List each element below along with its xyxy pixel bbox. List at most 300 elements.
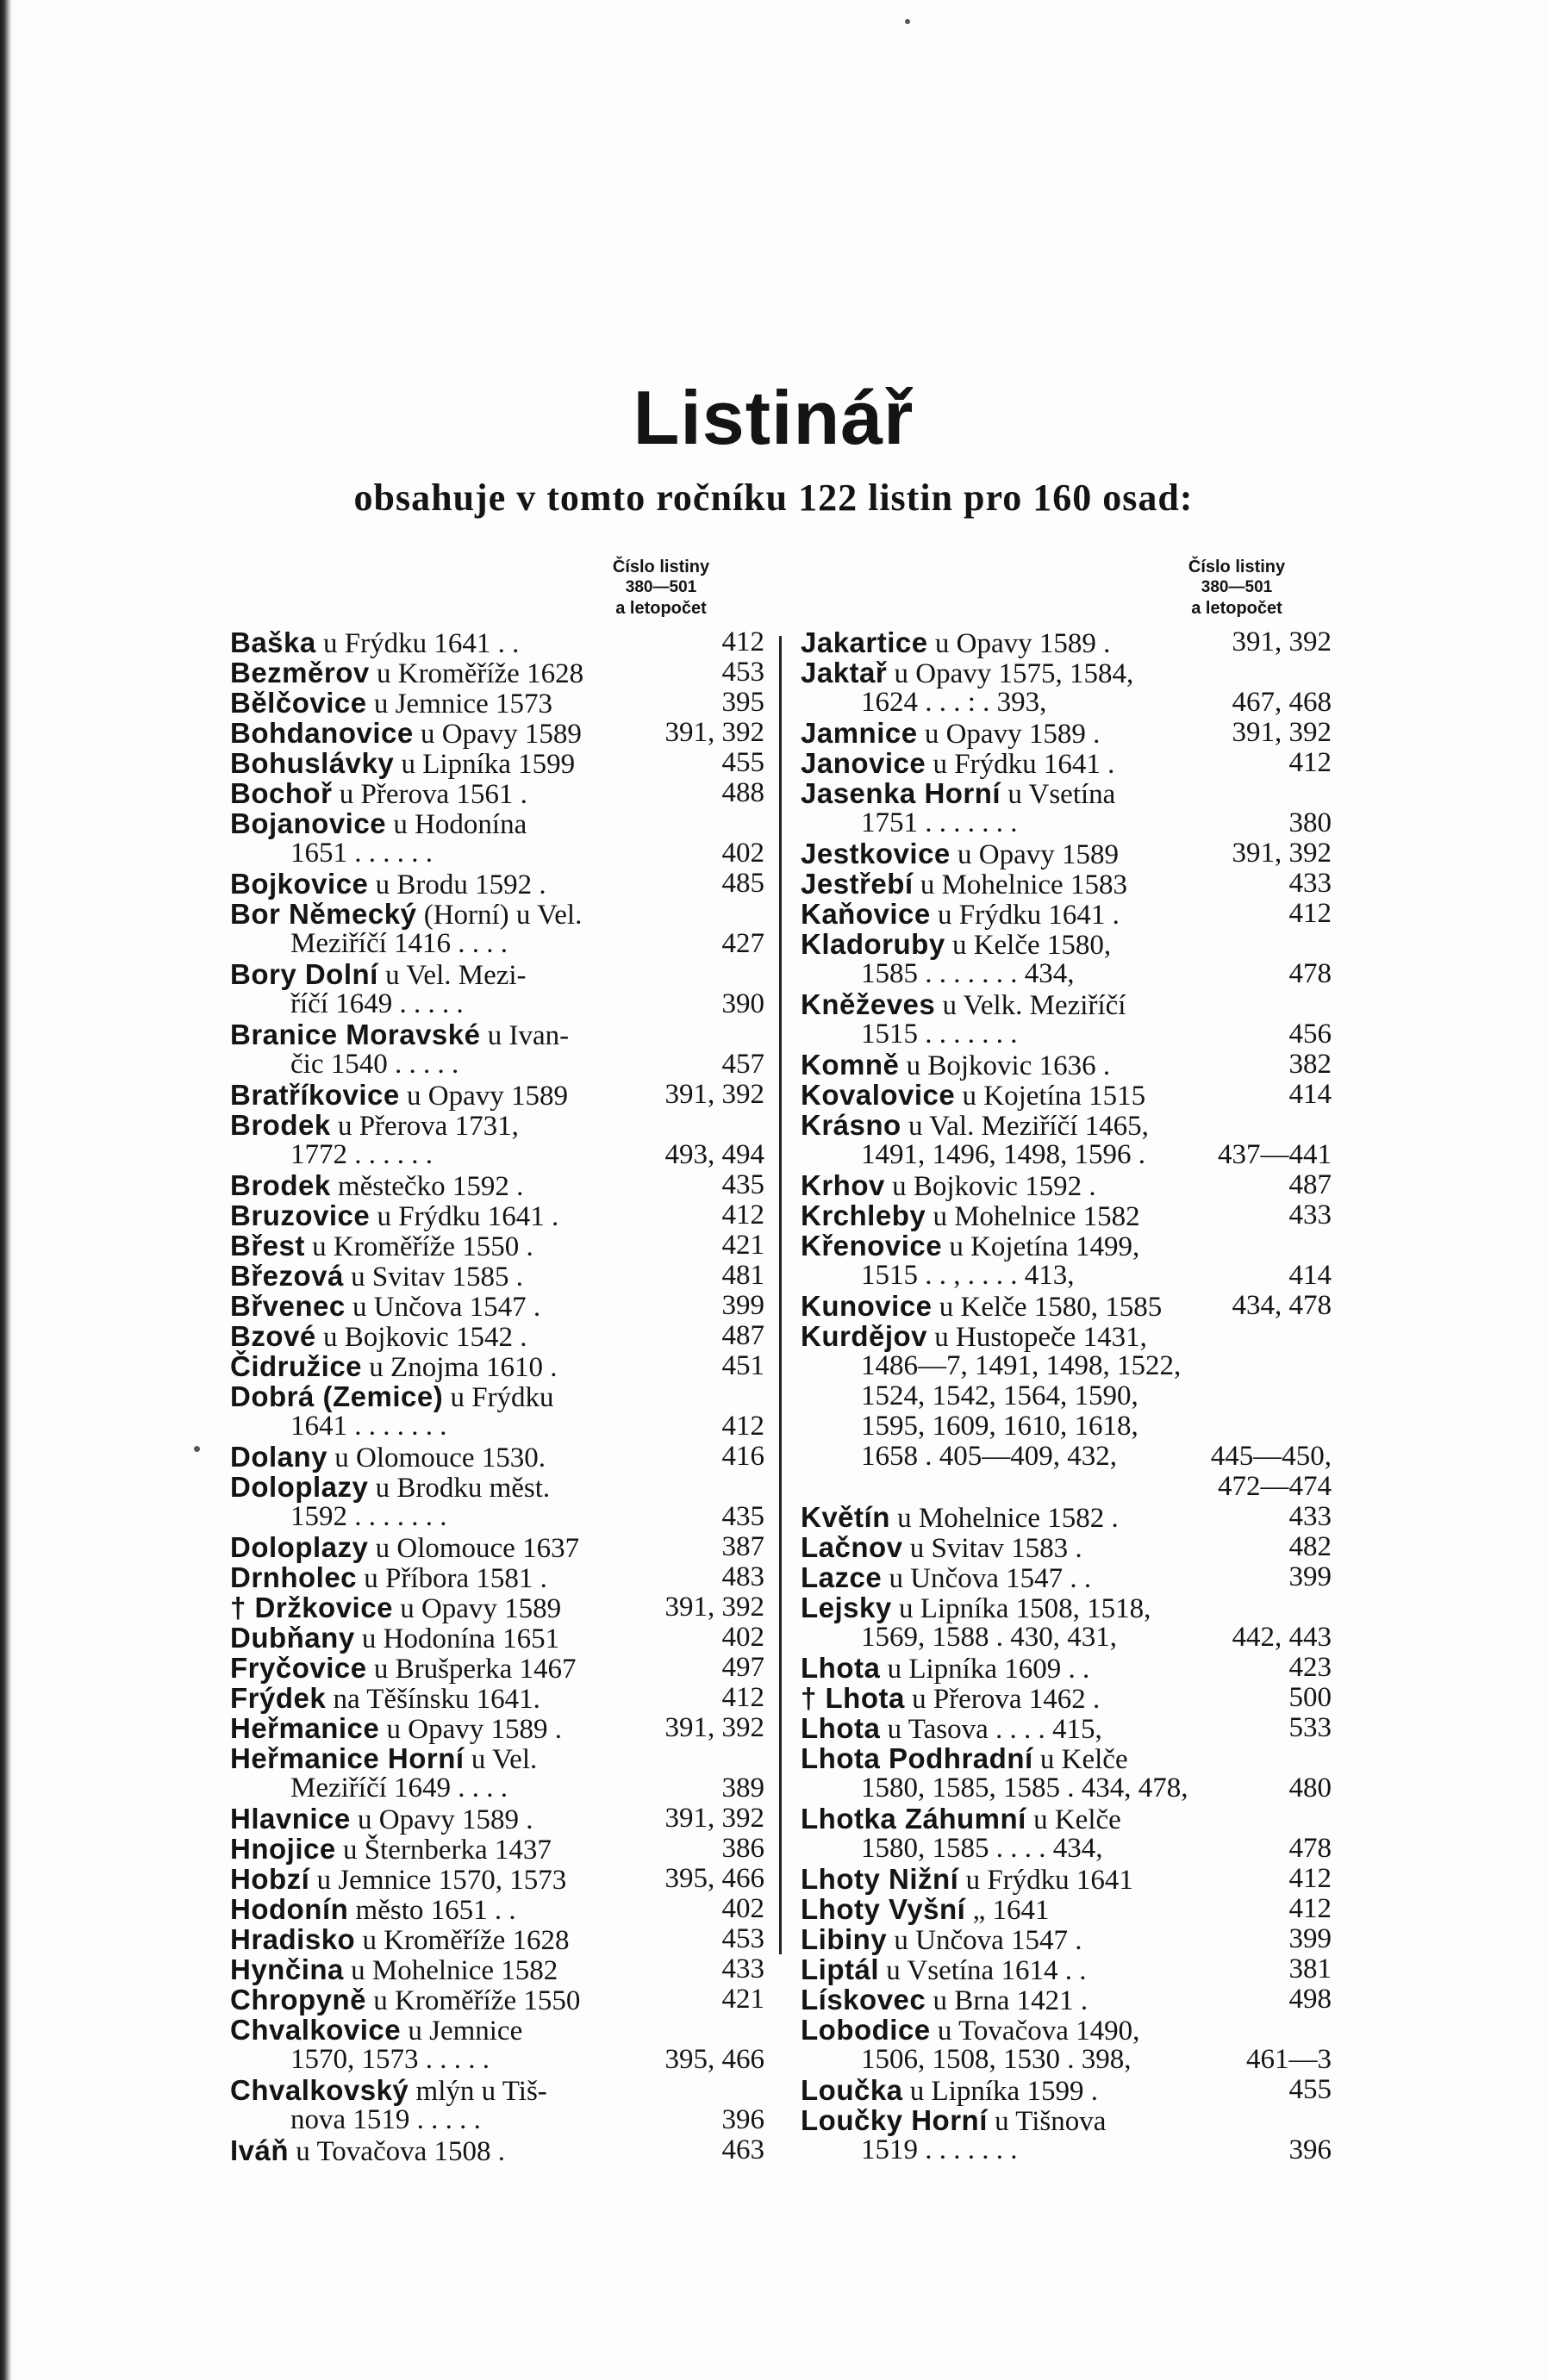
entry-document-number: 478 [1288, 1833, 1332, 1864]
entry-document-number: 437—441 [1218, 1139, 1332, 1170]
entry-place-name: Lazce [801, 1561, 883, 1593]
index-entry [230, 1502, 764, 1532]
entry-document-number: 427 [721, 928, 764, 959]
entry-place [801, 1743, 1128, 1775]
entry-document-number: 453 [721, 1923, 764, 1954]
index-entry [230, 1984, 764, 2015]
entry-detail: nova 1519 . . . . . [290, 2104, 481, 2135]
entry-detail: u Příbora 1581 . [357, 1563, 547, 1594]
entry-place [230, 1230, 533, 1262]
entry-detail: u Kelče [1026, 1804, 1121, 1835]
column-divider [779, 636, 782, 1954]
entry-place [230, 1864, 566, 1896]
entry-detail: u Kojetína 1515 [955, 1081, 1146, 1112]
entry-place [230, 1050, 458, 1080]
index-entry [801, 1050, 1332, 1080]
entry-detail: u Mohelnice 1582 [926, 1201, 1140, 1232]
entry-detail: u Opavy 1575, 1584, [887, 658, 1134, 689]
entry-document-number: 386 [721, 1833, 764, 1864]
entry-place [801, 1140, 1145, 1170]
entry-detail: u Brodu 1592 . [368, 869, 546, 900]
entry-detail: u Lipníka 1609 . . [880, 1654, 1090, 1685]
entry-place-name: Hnojice [230, 1833, 336, 1865]
entry-document-number: 391, 392 [664, 717, 764, 748]
index-entry [801, 1110, 1332, 1140]
entry-place [801, 1804, 1121, 1835]
entry-detail: u Jemnice [401, 2016, 523, 2047]
entry-place [230, 1261, 523, 1293]
entry-place-name: Lhota [801, 1712, 881, 1744]
entry-place-name: Jestkovice [801, 838, 951, 869]
entry-place [801, 1683, 1100, 1715]
entry-place-name: Hodonín [230, 1893, 349, 1925]
entry-document-number: 412 [721, 1411, 764, 1442]
entry-place [230, 1623, 559, 1654]
entry-place [801, 929, 1111, 961]
entry-detail: u Frýdku 1641 [958, 1865, 1133, 1896]
entry-place-name: Heřmanice [230, 1712, 380, 1744]
entry-place [230, 869, 546, 900]
index-entry [801, 778, 1332, 808]
index-entry [801, 748, 1332, 778]
index-entry [230, 1140, 764, 1170]
entry-place-name: Brodek [230, 1109, 331, 1141]
entry-place [230, 1894, 516, 1926]
index-entry [230, 1411, 764, 1442]
index-entry [230, 778, 764, 808]
entry-place-name: Komně [801, 1049, 900, 1081]
entry-place-name: Květín [801, 1501, 890, 1533]
entry-place [801, 1291, 1162, 1323]
entry-place-name: Hradisko [230, 1923, 356, 1955]
entry-document-number: 456 [1288, 1019, 1332, 1050]
index-entry [801, 1592, 1332, 1623]
entry-place-name: † Držkovice [230, 1592, 393, 1623]
entry-place-name: Janovice [801, 747, 926, 779]
entry-place-name: Bory Dolní [230, 958, 378, 990]
entry-document-number: 399 [1288, 1561, 1332, 1592]
entry-document-number: 412 [1288, 1893, 1332, 1924]
entry-place [230, 1532, 579, 1564]
index-entry [230, 869, 764, 899]
entry-document-number: 391, 392 [664, 1803, 764, 1834]
index-entry [801, 1834, 1332, 1864]
index-entry [801, 1683, 1332, 1713]
entry-place [801, 1502, 1119, 1534]
entry-document-number: 442, 443 [1232, 1622, 1332, 1653]
entry-detail: městečko 1592 . [330, 1171, 524, 1202]
column-header-line: 380—501 [625, 578, 697, 596]
index-entry [801, 1261, 1332, 1291]
entry-document-number: 387 [721, 1531, 764, 1562]
entry-detail: (Horní) u Vel. [416, 900, 583, 931]
entry-place [230, 1080, 568, 1112]
entry-place-name: Jasenka Horní [801, 777, 1001, 809]
index-entry [801, 2105, 1332, 2135]
entry-place-name: Loučka [801, 2074, 903, 2106]
entry-place-name: Bezměrov [230, 657, 370, 688]
index-entry [230, 808, 764, 838]
entry-place-name: Kladoruby [801, 928, 945, 960]
entry-place [801, 838, 1119, 870]
index-entry [801, 929, 1332, 959]
index-column-right [801, 557, 1332, 2165]
entry-detail: u Ivan- [480, 1020, 570, 1051]
entry-document-number: 391, 392 [664, 1712, 764, 1743]
entry-place [230, 2105, 481, 2135]
entry-place-name: Doloplazy [230, 1471, 369, 1503]
entry-place [230, 929, 508, 959]
entry-document-number: 421 [721, 1984, 764, 2015]
index-entry [230, 1834, 764, 1864]
entry-detail: město 1651 . . [348, 1895, 516, 1926]
index-entry [230, 1924, 764, 1954]
index-entry [230, 1351, 764, 1381]
entry-place-name: Březová [230, 1260, 344, 1292]
entry-detail: u Lipníka 1508, 1518, [891, 1593, 1151, 1624]
print-speck [905, 19, 910, 24]
entry-document-number: 412 [1288, 747, 1332, 778]
entry-place [230, 748, 575, 780]
entry-document-number: 457 [721, 1049, 764, 1080]
index-entry [230, 838, 764, 869]
entry-detail: u Frýdku 1641 . [370, 1201, 559, 1232]
entry-document-number: 451 [721, 1350, 764, 1381]
entry-place [801, 1200, 1140, 1232]
entry-place [801, 718, 1100, 750]
entry-detail: 1651 . . . . . . [290, 838, 433, 869]
entry-detail: u Opavy 1589 . [350, 1804, 533, 1835]
index-entry [801, 2045, 1332, 2075]
index-entry [230, 1623, 764, 1653]
entry-detail: 1524, 1542, 1564, 1590, [861, 1380, 1138, 1411]
entry-place [801, 1894, 1049, 1926]
entry-detail: 1580, 1585 . . . . 434, [861, 1833, 1103, 1864]
entry-document-number: 434, 478 [1232, 1290, 1332, 1321]
entry-place [230, 1321, 527, 1353]
entry-document-number: 396 [721, 2104, 764, 2135]
entry-place [230, 1984, 580, 2016]
entry-detail: u Tasova . . . . 415, [880, 1714, 1102, 1745]
column-header-line: a letopočet [1191, 599, 1282, 618]
entry-place-name: Frýdek [230, 1682, 327, 1714]
index-entry [801, 1924, 1332, 1954]
entry-document-number: 500 [1288, 1682, 1332, 1713]
index-entry [230, 1773, 764, 1804]
entry-detail: u Opavy 1589 [413, 719, 582, 750]
entry-place [801, 627, 1110, 659]
entry-place [230, 1442, 546, 1473]
index-entry [230, 657, 764, 688]
entry-place-name: Bohdanovice [230, 717, 414, 749]
entry-detail: u Brodku měst. [368, 1473, 551, 1504]
entry-detail: 1641 . . . . . . . [290, 1411, 447, 1442]
entry-place [801, 1954, 1086, 1986]
entry-detail: u Znojma 1610 . [362, 1352, 558, 1383]
entry-detail: u Hustopeče 1431, [927, 1322, 1147, 1353]
index-entry [801, 1170, 1332, 1200]
index-entry [801, 869, 1332, 899]
entry-document-number: 493, 494 [664, 1139, 764, 1170]
entry-detail: u Olomouce 1530. [327, 1442, 546, 1473]
entry-place [801, 2075, 1098, 2107]
entry-place [801, 1261, 1075, 1291]
index-entry [230, 688, 764, 718]
entry-document-number: 402 [721, 1893, 764, 1924]
index-entry [230, 1080, 764, 1110]
entry-place-name: Lhoty Vyšní [801, 1893, 966, 1925]
entry-place-name: Lhota Podhradní [801, 1742, 1033, 1774]
index-entry [801, 1954, 1332, 1984]
entry-place-name: Liptál [801, 1953, 879, 1985]
entry-detail: 1515 . . , . . . . 413, [861, 1260, 1075, 1291]
entry-detail: u Frýdku 1641 . [926, 749, 1115, 780]
index-entry [230, 1562, 764, 1592]
entry-detail: říčí 1649 . . . . . [290, 988, 464, 1019]
entry-document-number: 395, 466 [664, 2044, 764, 2075]
entry-detail: u Frýdku 1641 . [930, 900, 1120, 931]
entry-detail: u Vsetína [1001, 779, 1116, 810]
entry-detail: 1595, 1609, 1610, 1618, [861, 1411, 1138, 1442]
index-entry [801, 838, 1332, 869]
index-entry [801, 1321, 1332, 1351]
index-entry [230, 748, 764, 778]
entry-detail: u Vsetína 1614 . . [879, 1955, 1087, 1986]
entry-document-number: 433 [1288, 1199, 1332, 1230]
entry-document-number: 391, 392 [664, 1079, 764, 1110]
entry-place [230, 899, 582, 931]
entry-detail: u Bojkovic 1636 . [899, 1050, 1111, 1081]
entry-detail: u Unčova 1547 . [887, 1925, 1082, 1956]
index-entry [230, 989, 764, 1019]
index-entry [230, 1442, 764, 1472]
entry-place [801, 1050, 1110, 1081]
entry-document-number: 395, 466 [664, 1863, 764, 1894]
entry-place [230, 1170, 523, 1202]
entry-detail: u Frýdku [443, 1382, 554, 1413]
index-entry [801, 989, 1332, 1019]
entry-place-name: Kurdějov [801, 1320, 928, 1352]
entry-place-name: Hynčina [230, 1953, 344, 1985]
entry-document-number: 472—474 [1218, 1471, 1332, 1502]
entry-detail: 1570, 1573 . . . . . [290, 2044, 490, 2075]
entry-document-number: 478 [1288, 958, 1332, 989]
index-entry [801, 1864, 1332, 1894]
entry-detail: u Svitav 1583 . [902, 1533, 1082, 1564]
entry-place [801, 1924, 1082, 1956]
entry-place-name: Jamnice [801, 717, 918, 749]
entry-detail: u Kelče [1032, 1744, 1128, 1775]
entry-document-number: 396 [1288, 2134, 1332, 2165]
entry-place [801, 688, 1046, 718]
index-entry [230, 1019, 764, 1050]
index-entry [801, 1984, 1332, 2015]
entry-place-name: Baška [230, 626, 316, 658]
entry-detail: 1658 . 405—409, 432, [861, 1441, 1117, 1472]
entry-detail: u Unčova 1547 . . [882, 1563, 1092, 1594]
entry-place [801, 1562, 1091, 1594]
index-entry [801, 688, 1332, 718]
index-entry [230, 929, 764, 959]
entry-place [801, 1411, 1138, 1442]
entry-place [230, 1381, 554, 1413]
column-header [230, 557, 764, 627]
column-header-line: Číslo listiny [612, 558, 710, 576]
index-entry [230, 2135, 764, 2165]
entry-detail: u Brna 1421 . [926, 1985, 1089, 2016]
index-entry [230, 2105, 764, 2135]
entry-detail: 1515 . . . . . . . [861, 1019, 1018, 1050]
index-entry [801, 1472, 1332, 1502]
entry-detail: 1580, 1585, 1585 . 434, 478, [861, 1773, 1188, 1804]
entry-place-name: Krásno [801, 1109, 901, 1141]
print-speck [194, 1446, 200, 1452]
entry-place-name: Bor Německý [230, 898, 417, 930]
entry-place [801, 1653, 1089, 1685]
entry-place [801, 1984, 1088, 2016]
index-entries [230, 627, 764, 2165]
entry-detail: „ 1641 [965, 1895, 1050, 1926]
entry-place-name: Bojkovice [230, 868, 369, 900]
column-header [801, 557, 1332, 627]
entry-place [801, 2045, 1132, 2075]
entry-place [801, 1170, 1096, 1202]
index-entry [230, 1894, 764, 1924]
entry-document-number: 480 [1288, 1773, 1332, 1804]
entry-place-name: Kněževes [801, 988, 936, 1020]
entry-document-number: 390 [721, 988, 764, 1019]
index-entry [801, 1653, 1332, 1683]
entry-place [801, 1321, 1147, 1353]
entry-detail: u Kojetína 1499, [942, 1231, 1140, 1262]
entry-detail: 1624 . . . : . 393, [861, 687, 1047, 718]
entry-document-number: 380 [1288, 807, 1332, 838]
entry-place [230, 657, 583, 689]
entry-place [230, 1834, 552, 1866]
entry-place [801, 1230, 1139, 1262]
entry-place-name: Libiny [801, 1923, 888, 1955]
index-entry [801, 718, 1332, 748]
index-entry [230, 1291, 764, 1321]
entry-place [801, 657, 1133, 689]
entry-place-name: Křenovice [801, 1230, 943, 1262]
entry-place [230, 2045, 490, 2075]
entry-detail: u Jemnice 1570, 1573 [309, 1865, 567, 1896]
entry-detail: u Opavy 1589 [392, 1593, 562, 1624]
entry-place-name: Lačnov [801, 1531, 903, 1563]
entry-document-number: 414 [1288, 1260, 1332, 1291]
entry-place-name: Kunovice [801, 1290, 933, 1322]
index-entry [801, 2015, 1332, 2045]
entry-place [230, 959, 527, 991]
index-entry [801, 1140, 1332, 1170]
entry-place [230, 1291, 540, 1323]
entry-document-number: 488 [721, 777, 764, 808]
entry-place-name: Bzové [230, 1320, 316, 1352]
entry-place [230, 1954, 558, 1986]
entry-place-name: Bochoř [230, 777, 333, 809]
entry-document-number: 461—3 [1246, 2044, 1332, 2075]
entry-place [230, 778, 527, 810]
entry-document-number: 481 [721, 1260, 764, 1291]
index-column-left [230, 557, 764, 2165]
entry-place [801, 1080, 1145, 1112]
entry-place-name: Lobodice [801, 2014, 931, 2046]
entry-document-number: 485 [721, 868, 764, 899]
entry-place [230, 2075, 547, 2107]
entry-place [801, 1773, 1188, 1804]
entry-detail: u Šternberka 1437 [335, 1835, 552, 1866]
entry-detail: u Velk. Meziříčí [935, 990, 1126, 1021]
entry-document-number: 487 [721, 1320, 764, 1351]
entry-place-name: Čidružice [230, 1350, 363, 1382]
entry-place [801, 1623, 1117, 1653]
index-entry [801, 1019, 1332, 1050]
entry-place [801, 2135, 1018, 2165]
index-entry [230, 1230, 764, 1261]
column-header-line: a letopočet [615, 599, 707, 618]
entry-document-number: 399 [1288, 1923, 1332, 1954]
entry-place-name: Krchleby [801, 1199, 926, 1231]
entry-place-name: Lhota [801, 1652, 881, 1684]
entry-detail: u Olomouce 1637 [368, 1533, 580, 1564]
entry-place [801, 1381, 1138, 1411]
entry-place [801, 2015, 1139, 2047]
index-entry [230, 899, 764, 929]
entry-detail: 1569, 1588 . 430, 431, [861, 1622, 1117, 1653]
index-entry [801, 1743, 1332, 1773]
entry-detail: u Svitav 1585 . [343, 1262, 523, 1293]
entry-document-number: 412 [1288, 1863, 1332, 1894]
entry-place [230, 1110, 519, 1142]
entry-place [801, 1110, 1149, 1142]
entry-detail: u Bojkovic 1542 . [315, 1322, 527, 1353]
entry-document-number: 399 [721, 1290, 764, 1321]
index-entry [230, 959, 764, 989]
page-title: Listinář [633, 375, 914, 460]
entry-document-number: 423 [1288, 1652, 1332, 1683]
entry-detail: 1592 . . . . . . . [290, 1501, 447, 1532]
entry-place-name: Lískovec [801, 1984, 926, 2016]
entry-place-name: Krhov [801, 1169, 885, 1201]
index-entry [801, 959, 1332, 989]
entry-place [801, 2105, 1106, 2137]
entry-detail: u Hodonína [386, 809, 527, 840]
entry-detail: u Opavy 1589 [950, 839, 1120, 870]
index-entry [230, 1321, 764, 1351]
entry-document-number: 414 [1288, 1079, 1332, 1110]
entry-place [801, 1351, 1181, 1381]
entry-place [230, 2135, 505, 2167]
index-entry [230, 1472, 764, 1502]
index-entry [230, 1050, 764, 1080]
entry-document-number: 381 [1288, 1953, 1332, 1984]
index-entry [230, 718, 764, 748]
entry-detail: u Kroměříže 1550 . [304, 1231, 533, 1262]
entry-detail: u Bojkovic 1592 . [884, 1171, 1096, 1202]
entry-detail: u Frýdku 1641 . . [315, 628, 520, 659]
entry-place [801, 959, 1075, 989]
index-entry [230, 1110, 764, 1140]
entry-document-number: 483 [721, 1561, 764, 1592]
entry-document-number: 395 [721, 687, 764, 718]
entry-detail: u Mohelnice 1582 . [889, 1503, 1119, 1534]
entry-detail: u Kelče 1580, 1585 [932, 1292, 1163, 1323]
entry-detail: u Tišnova [987, 2106, 1107, 2137]
entry-detail: u Kroměříže 1550 [366, 1985, 581, 2016]
entry-place-name: Bojanovice [230, 807, 387, 839]
entry-detail: u Tovačova 1490, [930, 2016, 1140, 2047]
